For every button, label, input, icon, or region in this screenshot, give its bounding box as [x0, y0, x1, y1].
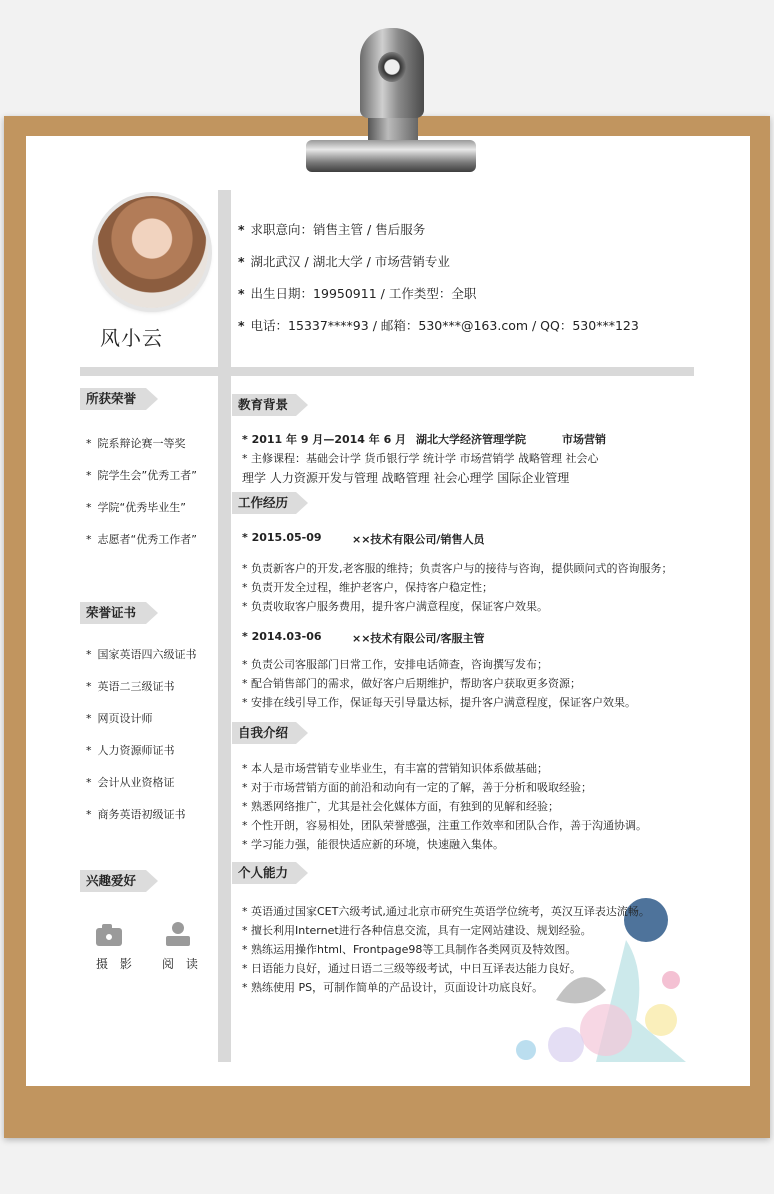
work-duty: * 负责开发全过程，维护老客户，保持客户稳定性；	[242, 581, 493, 594]
info-job-intent: * 求职意向：销售主管 / 售后服务	[238, 222, 426, 237]
work-company: ××技术有限公司/客服主管	[352, 632, 485, 645]
section-about-title: 自我介绍	[232, 722, 296, 744]
info-star: *	[238, 222, 245, 237]
section-work-title: 工作经历	[232, 492, 296, 514]
info-contact: * 电话：15337****93 / 邮箱：530***@163.com / QQ：530***123	[238, 318, 639, 333]
info-star: *	[238, 254, 245, 269]
info-birth: * 出生日期：19950911 / 工作类型：全职	[238, 286, 477, 301]
skill-item: * 日语能力良好，通过日语二三级等级考试，中日互译表达能力良好。	[242, 962, 581, 975]
about-item: * 学习能力强，能很快适应新的环境，快速融入集体。	[242, 838, 504, 851]
skill-item: * 熟练使用 PS，可制作简单的产品设计，页面设计功底良好。	[242, 981, 544, 994]
avatar	[96, 196, 208, 308]
honor-item: * 学院“优秀毕业生”	[86, 501, 186, 514]
cert-item: * 人力资源师证书	[86, 744, 175, 757]
honor-item: * 院学生会”优秀工者”	[86, 469, 197, 482]
hobby-label: 阅 读	[162, 957, 202, 971]
work-date: * 2014.03-06	[242, 630, 322, 643]
honor-item: * 志愿者“优秀工作者”	[86, 533, 197, 546]
candidate-name: 风小云	[100, 326, 163, 350]
about-item: * 熟悉网络推广，尤其是社会化媒体方面，有独到的见解和经验；	[242, 800, 559, 813]
edu-courses-cont: 理学 人力资源开发与管理 战略管理 社会心理学 国际企业管理	[242, 471, 570, 485]
work-duty: * 负责收取客户服务费用，提升客户满意程度，保证客户效果。	[242, 600, 548, 613]
about-item: * 本人是市场营销专业毕业生，有丰富的营销知识体系做基础；	[242, 762, 548, 775]
section-education-title: 教育背景	[232, 394, 296, 416]
edu-major: 市场营销	[562, 433, 606, 446]
work-duty: * 负责公司客服部门日常工作，安排电话筛查，咨询撰写发布；	[242, 658, 548, 671]
work-duty: * 负责新客户的开发,老客服的维持；负责客户与的接待与咨询，提供顾问式的咨询服务；	[242, 562, 673, 575]
work-company: ××技术有限公司/销售人员	[352, 533, 485, 546]
cert-item: * 国家英语四六级证书	[86, 648, 197, 661]
skill-item: * 擅长利用Internet进行各种信息交流，具有一定网站建设、规划经验。	[242, 924, 592, 937]
work-duty: * 配合销售部门的需求，做好客户后期维护，帮助客户获取更多资源；	[242, 677, 581, 690]
section-hobbies-title: 兴趣爱好	[80, 870, 146, 892]
vertical-divider	[218, 190, 231, 1062]
edu-school: 湖北大学经济管理学院	[416, 433, 526, 446]
section-certs-title: 荣誉证书	[80, 602, 146, 624]
info-star: *	[238, 286, 245, 301]
cert-item: * 网页设计师	[86, 712, 153, 725]
honor-item: * 院系辩论赛一等奖	[86, 437, 186, 450]
clip-base	[306, 140, 476, 172]
info-location: * 湖北武汉 / 湖北大学 / 市场营销专业	[238, 254, 450, 269]
cert-item: * 会计从业资格证	[86, 776, 175, 789]
horizontal-divider	[80, 367, 694, 376]
edu-courses: * 主修课程：基础会计学 货币银行学 统计学 市场营销学 战略管理 社会心	[242, 452, 599, 465]
cert-item: * 英语二三级证书	[86, 680, 175, 693]
about-item: * 对于市场营销方面的前沿和动向有一定的了解，善于分析和吸取经验；	[242, 781, 592, 794]
section-skills-title: 个人能力	[232, 862, 296, 884]
work-date: * 2015.05-09	[242, 531, 322, 544]
cert-item: * 商务英语初级证书	[86, 808, 186, 821]
clip-hole	[378, 52, 406, 82]
skill-item: * 英语通过国家CET六级考试,通过北京市研究生英语学位统考，英汉互译表达流畅。	[242, 905, 650, 918]
hobby-label: 摄 影	[96, 957, 136, 971]
work-duty: * 安排在线引导工作，保证每天引导量达标，提升客户满意程度，保证客户效果。	[242, 696, 636, 709]
about-item: * 个性开朗，容易相处，团队荣誉感强，注重工作效率和团队合作，善于沟通协调。	[242, 819, 647, 832]
info-star: *	[238, 318, 245, 333]
edu-period: * 2011 年 9 月—2014 年 6 月	[242, 433, 407, 446]
section-honors-title: 所获荣誉	[80, 388, 146, 410]
skill-item: * 熟练运用操作html、Frontpage98等工具制作各类网页及特效图。	[242, 943, 577, 956]
